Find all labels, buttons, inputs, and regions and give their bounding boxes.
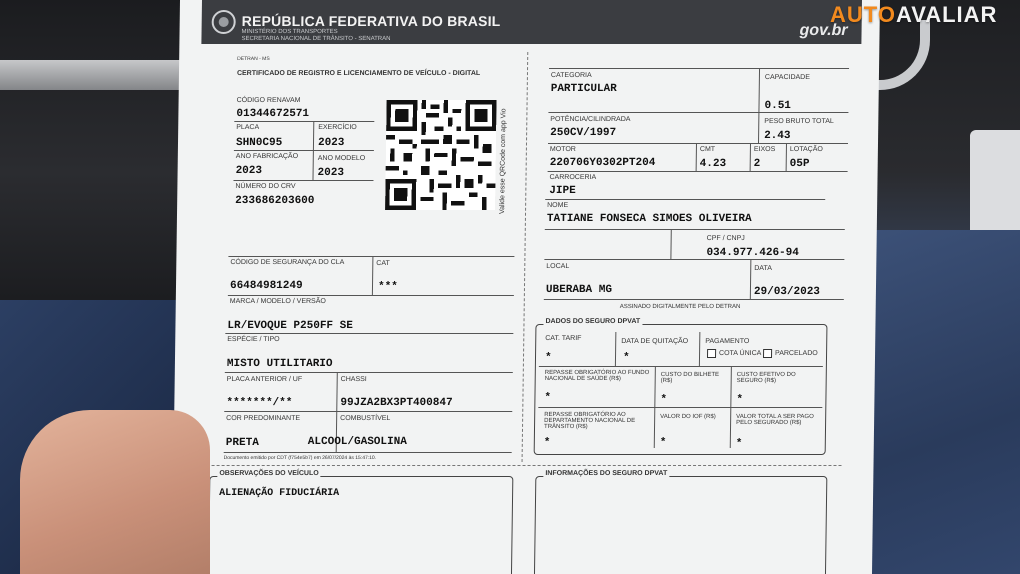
categoria-value: PARTICULAR bbox=[550, 83, 617, 95]
cor-label: COR PREDOMINANTE bbox=[226, 415, 301, 422]
custo-efetivo-value: * bbox=[736, 394, 744, 406]
crv-label: NÚMERO DO CRV bbox=[235, 183, 296, 190]
cat-tarif-label: CAT. TARIF bbox=[545, 335, 582, 342]
nome-value: TATIANE FONSECA SIMOES OLIVEIRA bbox=[546, 213, 752, 225]
seg-cla-label: CÓDIGO DE SEGURANÇA DO CLA bbox=[230, 259, 345, 266]
divider bbox=[312, 122, 314, 180]
divider bbox=[549, 68, 849, 69]
especie-label: ESPÉCIE / TIPO bbox=[227, 336, 280, 343]
parcelado-checkbox[interactable] bbox=[763, 349, 772, 358]
custo-efetivo-label: CUSTO EFETIVO DO SEGURO (R$) bbox=[736, 372, 796, 384]
hand bbox=[20, 410, 210, 574]
cota-unica-label: COTA ÚNICA bbox=[719, 350, 762, 357]
brand-part-2: AVALIAR bbox=[895, 2, 998, 27]
header-subtitle-1: MINISTÉRIO DOS TRANSPORTES bbox=[241, 29, 338, 35]
qr-code bbox=[385, 100, 497, 210]
fold-line-horizontal bbox=[191, 465, 841, 466]
chassi-value: 99JZA2BX3PT400847 bbox=[340, 397, 453, 409]
cat-tarif-value: * bbox=[544, 352, 552, 364]
divider bbox=[538, 407, 822, 408]
cor-value: PRETA bbox=[225, 437, 259, 449]
divider bbox=[545, 199, 825, 200]
nome-label: NOME bbox=[547, 202, 569, 209]
header-subtitle-2: SECRETARIA NACIONAL DE TRÂNSITO - SENATRAN bbox=[241, 36, 391, 42]
renavam-value: 01344672571 bbox=[236, 108, 310, 120]
divider bbox=[224, 452, 512, 453]
peso-value: 2.43 bbox=[764, 130, 791, 142]
crv-value: 233686203600 bbox=[235, 195, 315, 207]
renavam-label: CÓDIGO RENAVAM bbox=[236, 97, 301, 104]
divider bbox=[670, 229, 671, 259]
cpf-value: 034.977.426-94 bbox=[706, 247, 799, 259]
seg-cla-value: 66484981249 bbox=[229, 280, 303, 292]
peso-label: PESO BRUTO TOTAL bbox=[764, 118, 834, 125]
ano-fabricacao-label: ANO FABRICAÇÃO bbox=[235, 153, 299, 160]
categoria-label: CATEGORIA bbox=[550, 72, 592, 79]
placa-anterior-label: PLACA ANTERIOR / UF bbox=[226, 376, 303, 383]
total-label: VALOR TOTAL A SER PAGO PELO SEGURADO (R$) bbox=[736, 414, 814, 426]
especie-value: MISTO UTILITARIO bbox=[226, 358, 333, 370]
combustivel-value: ALCOOL/GASOLINA bbox=[307, 436, 407, 448]
motor-value: 220706Y0302PT204 bbox=[549, 157, 656, 169]
data-value: 29/03/2023 bbox=[753, 286, 821, 298]
cat-value: *** bbox=[377, 281, 398, 293]
divider bbox=[225, 372, 513, 373]
chassi-label: CHASSI bbox=[340, 376, 367, 383]
assinado-note: ASSINADO DIGITALMENTE PELO DETRAN bbox=[619, 304, 741, 310]
eixos-value: 2 bbox=[753, 158, 761, 170]
potencia-value: 250CV/1997 bbox=[550, 127, 617, 139]
crlv-document bbox=[172, 0, 880, 574]
divider bbox=[750, 259, 752, 299]
ano-modelo-value: 2023 bbox=[317, 167, 345, 179]
jeans-right bbox=[860, 230, 1020, 574]
divider bbox=[544, 259, 844, 260]
info-dpvat-title: INFORMAÇÕES DO SEGURO DPVAT bbox=[545, 470, 668, 477]
local-value: UBERABA MG bbox=[545, 284, 613, 296]
cota-unica-checkbox[interactable] bbox=[707, 349, 716, 358]
divider bbox=[786, 143, 787, 171]
divider bbox=[225, 333, 513, 334]
emitido-note: Documento emitido por CDT (f754e5b7) em 26/07/2024 às 15:47:10. bbox=[223, 455, 377, 461]
data-label: DATA bbox=[754, 265, 772, 272]
qr-caption: Valide esse QRCode com app Vio bbox=[499, 108, 508, 214]
divider bbox=[548, 112, 848, 113]
repasse-fns-label: REPASSE OBRIGATÓRIO AO FUNDO NACIONAL DE SAÚDE (R$) bbox=[544, 370, 650, 382]
potencia-label: POTÊNCIA/CILINDRADA bbox=[550, 116, 631, 123]
marca-label: MARCA / MODELO / VERSÃO bbox=[229, 298, 326, 305]
exercicio-label: EXERCÍCIO bbox=[318, 124, 357, 131]
divider bbox=[539, 366, 823, 367]
exercicio-value: 2023 bbox=[317, 137, 345, 149]
total-value: * bbox=[735, 438, 743, 450]
divider bbox=[548, 143, 848, 144]
eixos-label: EIXOS bbox=[753, 146, 776, 153]
divider bbox=[750, 143, 751, 171]
marca-value: LR/EVOQUE P250FF SE bbox=[227, 320, 353, 332]
local-label: LOCAL bbox=[546, 263, 570, 270]
divider bbox=[233, 180, 373, 181]
autoavaliar-watermark bbox=[830, 2, 997, 28]
divider bbox=[544, 299, 844, 300]
parcelado-label: PARCELADO bbox=[775, 350, 818, 357]
dpvat-title: DADOS DO SEGURO DPVAT bbox=[545, 318, 641, 325]
repasse-dnt-value: * bbox=[543, 437, 551, 449]
document-title: CERTIFICADO DE REGISTRO E LICENCIAMENTO DE VEÍCULO - DIGITAL bbox=[236, 70, 481, 77]
fold-line bbox=[522, 52, 529, 462]
repasse-fns-value: * bbox=[544, 392, 552, 404]
placa-value: SHN0C95 bbox=[235, 137, 283, 149]
quitacao-value: * bbox=[622, 352, 630, 364]
cat-label: CAT bbox=[376, 260, 390, 267]
cmt-value: 4.23 bbox=[699, 158, 727, 170]
info-dpvat-box bbox=[534, 476, 828, 574]
capacidade-label: CAPACIDADE bbox=[764, 74, 810, 81]
govbr-logo: gov.br bbox=[799, 22, 848, 39]
capacidade-value: 0.51 bbox=[764, 100, 792, 112]
observacoes-title: OBSERVAÇÕES DO VEÍCULO bbox=[219, 470, 319, 477]
ano-fabricacao-value: 2023 bbox=[235, 165, 263, 177]
cpf-label: CPF / CNPJ bbox=[706, 235, 745, 242]
carroceria-value: JIPE bbox=[549, 185, 576, 197]
brand-part-1: AUTO bbox=[830, 2, 896, 27]
combustivel-label: COMBUSTÍVEL bbox=[340, 415, 391, 422]
custo-bilhete-value: * bbox=[660, 394, 668, 406]
divider bbox=[545, 229, 845, 230]
divider bbox=[548, 171, 848, 172]
ano-modelo-label: ANO MODELO bbox=[317, 155, 366, 162]
divider bbox=[228, 295, 514, 296]
custo-bilhete-label: CUSTO DO BILHETE (R$) bbox=[660, 372, 720, 384]
observacoes-value: ALIENAÇÃO FIDUCIÁRIA bbox=[219, 488, 340, 499]
motor-label: MOTOR bbox=[549, 146, 576, 153]
pagamento-label: PAGAMENTO bbox=[705, 338, 750, 345]
divider bbox=[696, 143, 697, 171]
lotacao-label: LOTAÇÃO bbox=[789, 146, 823, 153]
divider bbox=[234, 150, 374, 151]
divider bbox=[372, 257, 374, 295]
iof-label: VALOR DO IOF (R$) bbox=[660, 414, 716, 420]
carroceria-label: CARROCERIA bbox=[549, 174, 597, 181]
lotacao-value: 05P bbox=[789, 158, 810, 170]
divider bbox=[224, 411, 512, 412]
placa-label: PLACA bbox=[236, 124, 260, 131]
repasse-dnt-label: REPASSE OBRIGATÓRIO AO DEPARTAMENTO NACIONAL DE TRÂNSITO (R$) bbox=[543, 412, 636, 430]
quitacao-label: DATA DE QUITAÇÃO bbox=[621, 338, 689, 345]
issuer: DETRAN - MS bbox=[237, 56, 270, 62]
header-title: REPÚBLICA FEDERATIVA DO BRASIL bbox=[241, 13, 501, 29]
divider bbox=[758, 68, 760, 144]
placa-anterior-value: *******/** bbox=[226, 397, 293, 409]
cmt-label: CMT bbox=[699, 146, 716, 153]
steering-wheel-left bbox=[0, 60, 200, 90]
divider bbox=[234, 121, 374, 122]
iof-value: * bbox=[659, 437, 667, 449]
